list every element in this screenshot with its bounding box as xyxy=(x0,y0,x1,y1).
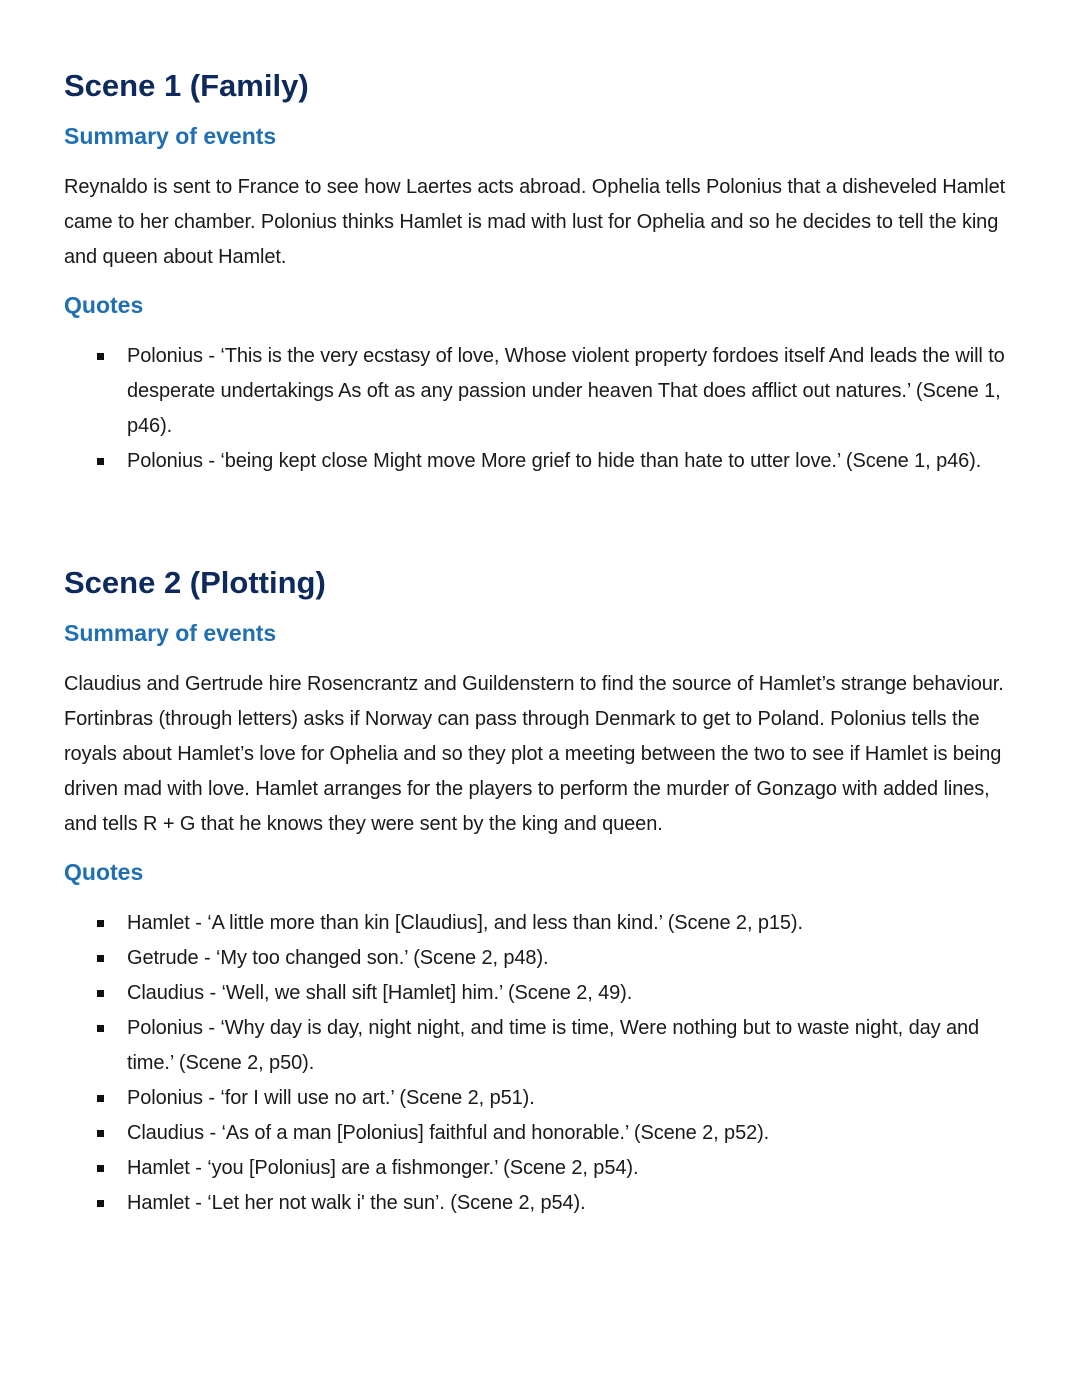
quote-item: Hamlet - ‘A little more than kin [Claudius], and less than kind.’ (Scene 2, p15). xyxy=(64,906,1009,941)
document-page xyxy=(64,0,1009,1221)
quote-item: Claudius - ‘Well, we shall sift [Hamlet] him.’ (Scene 2, 49). xyxy=(64,976,1009,1011)
scene-1-summary: Reynaldo is sent to France to see how Laertes acts abroad. Ophelia tells Polonius that a disheveled Hamlet came to her chamber. Polonius thinks Hamlet is mad with lust for Ophelia and so he decides to tell the king and queen about Hamlet. xyxy=(64,176,1006,268)
bullet-icon xyxy=(97,1095,104,1102)
quote-item: Polonius - ‘being kept close Might move More grief to hide than hate to utter love.’ (Scene 1, p46). xyxy=(64,444,1009,479)
scene-2-title: Scene 2 (Plotting) xyxy=(64,565,326,600)
scene-1-title: Scene 1 (Family) xyxy=(64,68,309,103)
bullet-icon xyxy=(97,1165,104,1172)
scene-2-quotes-list xyxy=(64,906,1009,1221)
bullet-icon xyxy=(97,920,104,927)
quote-item: Hamlet - ‘you [Polonius] are a fishmonger.’ (Scene 2, p54). xyxy=(64,1151,1009,1186)
scene-1-quotes-list xyxy=(64,339,1009,479)
bullet-icon xyxy=(97,955,104,962)
quote-item: Getrude - ‘My too changed son.’ (Scene 2, p48). xyxy=(64,941,1009,976)
quote-item: Hamlet - ‘Let her not walk i' the sun’. (Scene 2, p54). xyxy=(64,1186,1009,1221)
bullet-icon xyxy=(97,353,104,360)
scene-2-summary: Claudius and Gertrude hire Rosencrantz and Guildenstern to find the source of Hamlet’s strange behaviour. Fortinbras (through letters) asks if Norway can pass through Denmark to get to Poland. Polonius tells the royals about Hamlet’s love for Ophelia and so they plot a meeting between the two to see if Hamlet is being driven mad with love. Hamlet arranges for the players to perform the murder of Gonzago with added lines, and tells R + G that he knows they were sent by the king and queen. xyxy=(64,673,1004,835)
scene-2-summary-heading: Summary of events xyxy=(64,620,277,646)
scene-2-quotes-heading: Quotes xyxy=(64,859,144,885)
quote-item: Polonius - ‘for I will use no art.’ (Scene 2, p51). xyxy=(64,1081,1009,1116)
quote-item: Polonius - ‘Why day is day, night night, and time is time, Were nothing but to waste night, day and time.’ (Scene 2, p50). xyxy=(64,1011,1009,1081)
bullet-icon xyxy=(97,458,104,465)
bullet-icon xyxy=(97,1025,104,1032)
bullet-icon xyxy=(97,1200,104,1207)
bullet-icon xyxy=(97,990,104,997)
scene-1-summary-heading: Summary of events xyxy=(64,123,277,149)
scene-1-quotes-heading: Quotes xyxy=(64,292,144,318)
quote-item: Polonius - ‘This is the very ecstasy of love, Whose violent property fordoes itself And leads the will to desperate undertakings As oft as any passion under heaven That does afflict out natures.’ (Scene 1, p46). xyxy=(64,339,1009,444)
bullet-icon xyxy=(97,1130,104,1137)
quote-item: Claudius - ‘As of a man [Polonius] faithful and honorable.’ (Scene 2, p52). xyxy=(64,1116,1009,1151)
